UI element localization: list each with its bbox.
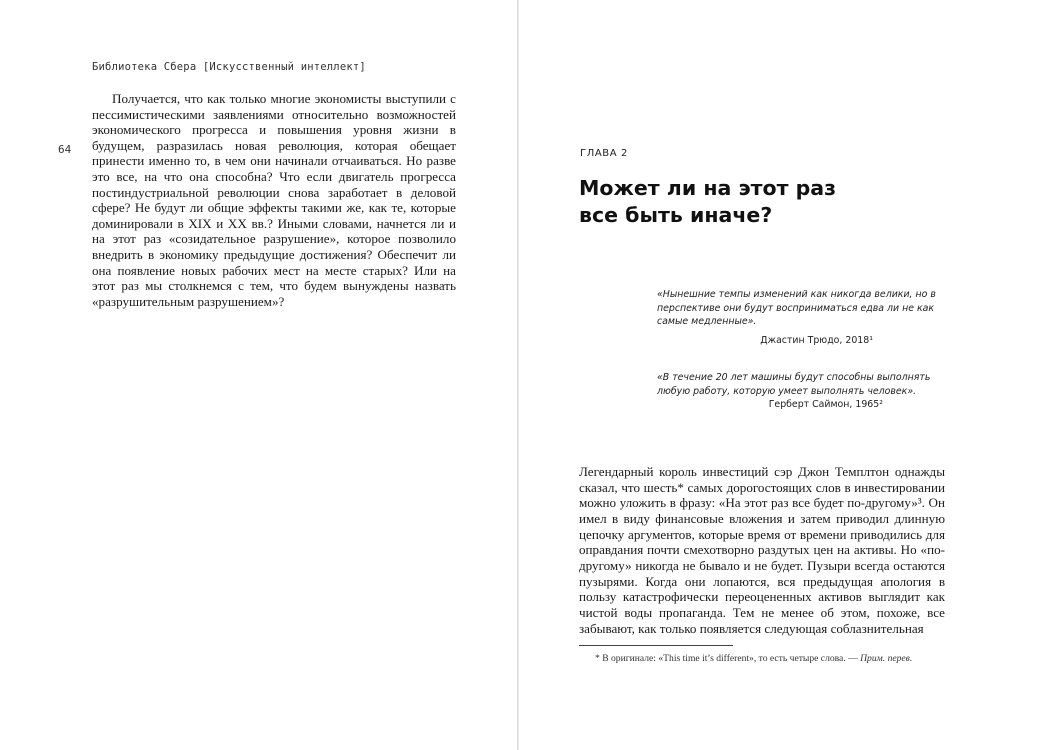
chapter-title-line: Может ли на этот раз	[579, 176, 837, 200]
page-number: 64	[58, 143, 72, 156]
epigraph-quote: «В течение 20 лет машины будут способны выполнять любую работу, которую умеет выполнять человек».	[657, 372, 931, 397]
epigraph-quote: «Нынешние темпы изменений как никогда велики, но в перспективе они будут восприниматься едва ли не как самые медленные».	[657, 289, 936, 327]
footnote-text: * В оригинале: «This time it’s different», то есть четыре слова. —	[595, 653, 858, 664]
chapter-title-line: все быть иначе?	[579, 203, 773, 227]
epigraph-author: Герберт Саймон, 1965²	[768, 399, 883, 410]
epigraph	[657, 371, 947, 410]
body-paragraph: Получается, что как только многие экономисты выступили с пессимистическими заявлениями относительно возможностей экономического прогресса и повышения уровня жизни в будущем, разразилась новая революция, которая обещает принести именно то, в чем они начинали отчаиваться. Но разве это все, на что она способна? Что если двигатель прогресса постиндустриальной революции снова заработает в деловой сфере? Не будут ли общие эффекты такими же, как те, которые доминировали в XIX и XX вв.? Иными словами, начнется ли и на этот раз «созидательное разрушение», которое позволило внедрить в экономику предыдущие достижения? Обеспечит ли она появление новых рабочих мест на месте старых? Или на этот раз мы столкнемся с тем, что будем вынуждены назвать «разрушительным разрушением»?	[92, 91, 456, 309]
epigraph-author: Джастин Трюдо, 2018¹	[760, 334, 873, 346]
chapter-label: ГЛАВА 2	[580, 148, 628, 159]
chapter-body-text: Легендарный король инвестиций сэр Джон Темплтон однажды сказал, что шесть* самых дорогостоящих слов в инвестировании можно уложить в фразу: «На этот раз все будет по-другому»³. Он имел в виду финансовые вложения и затем приводил длинную цепочку аргументов, которые время от времени приводились для оправдания почти смехотворно раздутых цен на активы. Но «по-другому» никогда не бывало и не будет. Пузыри всегда остаются пузырями. Когда они лопаются, вся предыдущая апология в пользу катастрофически переоцененных активов выглядит как чистой воды пропаганда. Тем не менее об этом, похоже, все забывают, как только появляется следующая соблазнительная	[579, 464, 945, 636]
footnote-divider	[579, 645, 733, 646]
footnote	[595, 653, 955, 664]
chapter-title	[579, 175, 939, 229]
footnote-tag: Прим. перев.	[860, 653, 913, 664]
running-head: Библиотека Сбера [Искусственный интеллект]	[92, 61, 366, 73]
left-page	[0, 0, 517, 750]
right-page	[519, 0, 1038, 750]
epigraph	[657, 288, 947, 346]
